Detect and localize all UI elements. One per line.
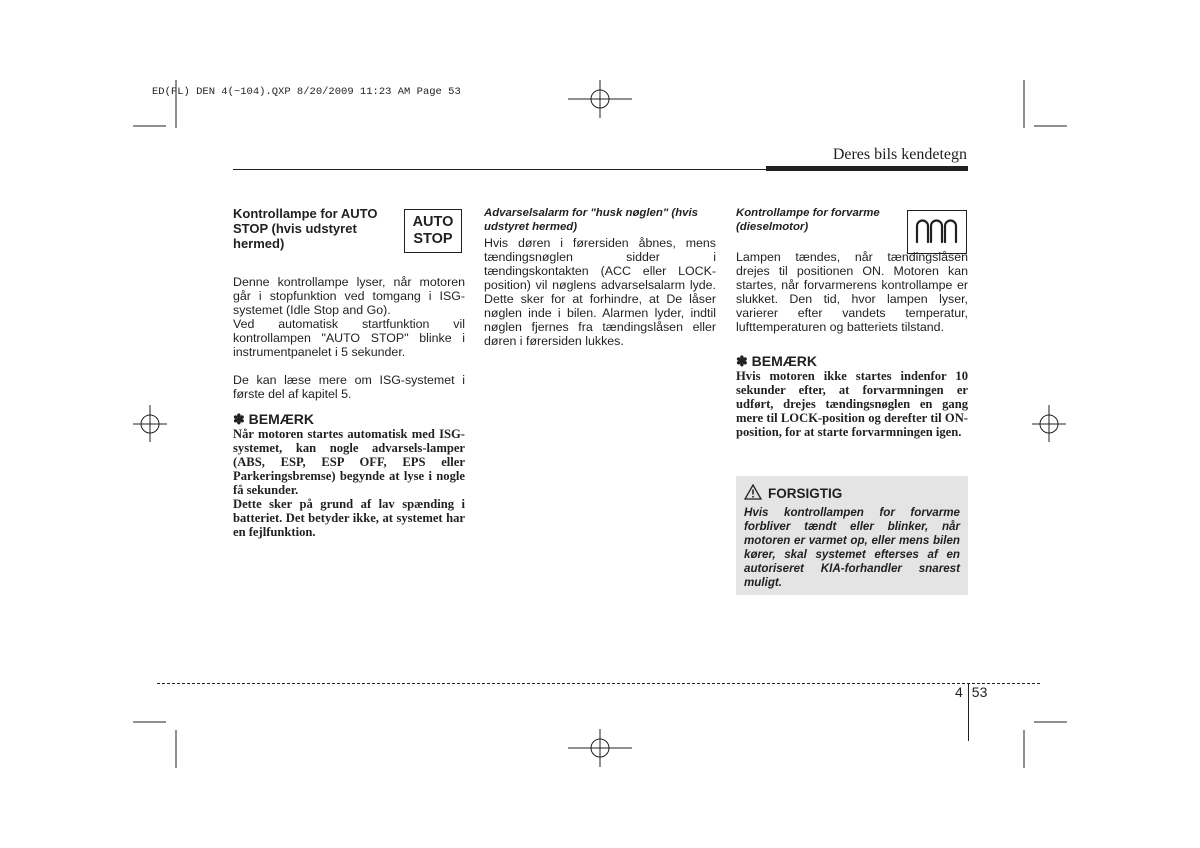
paragraph: Hvis døren i førersiden åbnes, mens tændingsnøglen sidder i tændingskontakten (ACC eller LOCK-position) vil nøglens advarselsalarm lyde. Dette sker for at forhindre, at De låser nøglen inde i bilen. Alarmen lyder, indtil nøglen fjernes fra tændingslåsen eller døren i førersiden lukkes. <box>484 236 716 348</box>
page-number-value: 53 <box>971 684 988 700</box>
column-key-reminder <box>484 206 716 348</box>
page-number <box>955 684 987 700</box>
caution-box <box>736 476 968 595</box>
print-slug: ED(FL) DEN 4(~104).QXP 8/20/2009 11:23 AM Page 53 <box>152 86 461 98</box>
paragraph: Lampen tændes, når tændingslåsen drejes til positionen ON. Motoren kan startes, når forvarmerens kontrollampe er slukket. Den tid, hvor lampen lyser, varierer efter vandets temperatur, lufttemperaturen og batteriets tilstand. <box>736 250 968 334</box>
section-heading-auto-stop: Kontrollampe for AUTO STOP (hvis udstyret hermed) <box>233 206 378 251</box>
auto-stop-icon-line2: STOP <box>413 231 453 247</box>
paragraph: Ved automatisk startfunktion vil kontrollampen "AUTO STOP" blinke i instrumentpanelet i 5 sekunder. <box>233 317 465 359</box>
caution-heading: FORSIGTIG <box>768 486 843 501</box>
auto-stop-icon-line1: AUTO <box>412 214 454 230</box>
chapter-title: Deres bils kendetegn <box>832 146 967 163</box>
note-heading: ✽ BEMÆRK <box>233 411 314 427</box>
paragraph: De kan læse mere om ISG-systemet i første del af kapitel 5. <box>233 373 465 401</box>
caution-heading-row <box>744 484 960 504</box>
glow-plug-icon <box>907 210 967 254</box>
chapter-number: 4 <box>955 684 963 700</box>
warning-triangle-icon <box>744 484 762 504</box>
note-paragraph: Dette sker på grund af lav spænding i batteriet. Det betyder ikke, at systemet har en fejlfunktion. <box>233 497 465 539</box>
caution-text: Hvis kontrollampen for forvarme forbliver tændt eller blinker, når motoren er varmet op, eller mens bilen kører, skal systemet efterses af en autoriseret KIA-forhandler snarest muligt. <box>744 506 960 589</box>
header-accent-bar <box>766 166 968 171</box>
note-heading: ✽ BEMÆRK <box>736 353 817 369</box>
note-paragraph: Hvis motoren ikke startes indenfor 10 sekunder efter, at forvarmningen er udført, drejes tændingsnøglen en gang mere til LOCK-position og derefter til ON-position, for at starte forvarmningen igen. <box>736 369 968 439</box>
footer-rule <box>157 683 1040 684</box>
column-auto-stop <box>233 206 465 539</box>
section-heading-key-alarm: Advarselsalarm for "husk nøglen" (hvis udstyret hermed) <box>484 207 698 233</box>
paragraph: Denne kontrollampe lyser, når motoren går i stopfunktion ved tomgang i ISG-systemet (Idle Stop and Go). <box>233 275 465 317</box>
section-heading-glow-plug: Kontrollampe for forvarme (dieselmotor) <box>736 207 880 233</box>
auto-stop-indicator-icon <box>404 209 462 253</box>
note-paragraph: Når motoren startes automatisk med ISG-systemet, kan nogle advarsels-lamper (ABS, ESP, ESP OFF, EPS eller Parkeringsbremse) begynde at lyse i nogle få sekunder. <box>233 427 465 497</box>
